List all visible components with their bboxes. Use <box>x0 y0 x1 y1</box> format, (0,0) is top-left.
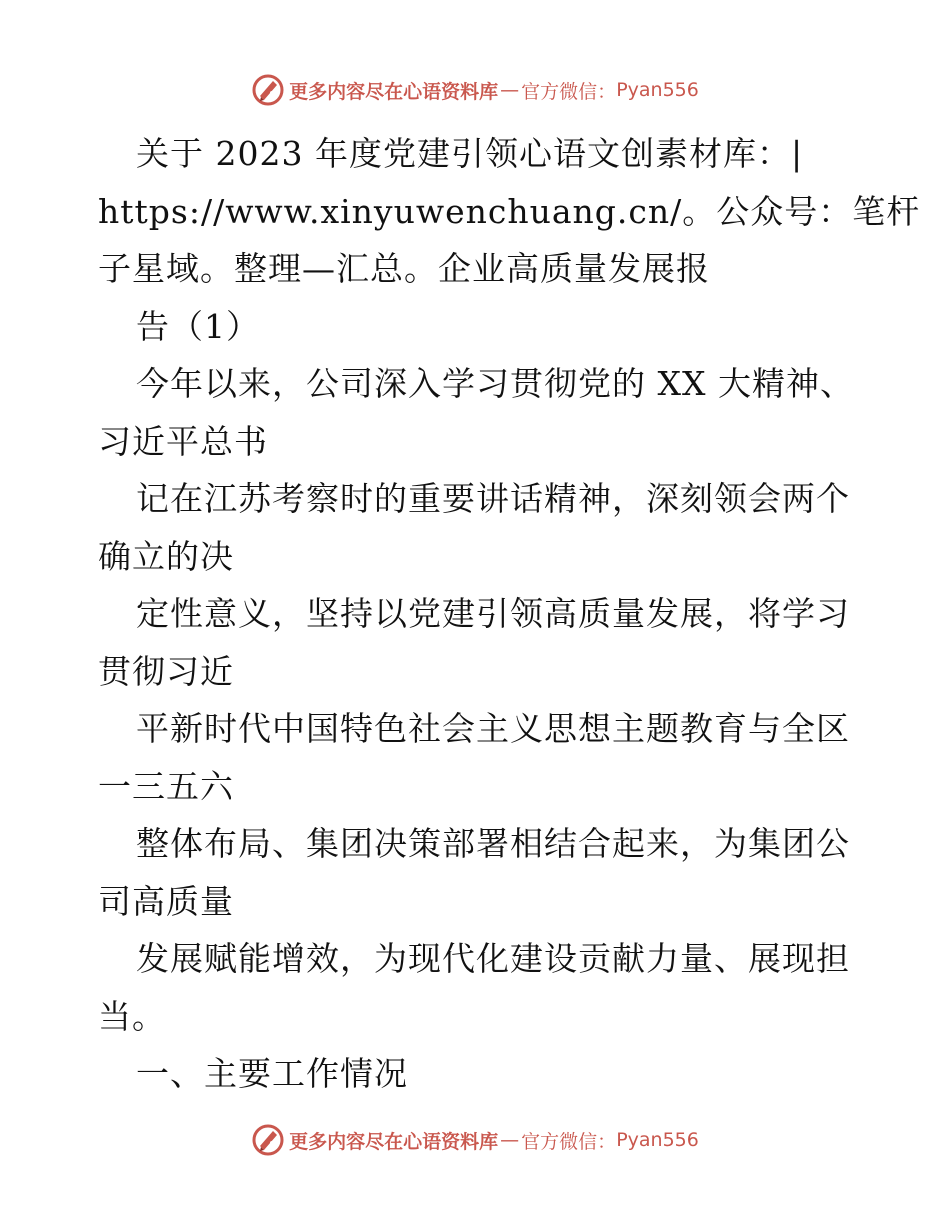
watermark-wechat-id: Pyan556 <box>616 79 699 101</box>
body-line: https://www.xinyuwenchuang.cn/。公众号：笔杆 <box>98 191 921 231</box>
watermark-wechat-id: Pyan556 <box>616 1129 699 1151</box>
watermark-text: 更多内容尽在心语资料库 <box>289 80 499 103</box>
body-line: 关于 2023 年度党建引领心语文创素材库：| <box>136 134 804 173</box>
body-line: 确立的决 <box>98 536 234 576</box>
body-line: 记在江苏考察时的重要讲话精神，深刻领会两个 <box>136 479 850 518</box>
body-line: 告（1） <box>136 306 260 346</box>
body-line: 一三五六 <box>98 766 234 806</box>
body-line: 平新时代中国特色社会主义思想主题教育与全区 <box>136 709 850 748</box>
document-body <box>98 125 921 1103</box>
header-watermark <box>0 70 950 110</box>
watermark-dash: — <box>500 1129 520 1151</box>
watermark-text: 更多内容尽在心语资料库 <box>289 1130 499 1153</box>
watermark-wechat-label: 官方微信： <box>521 1130 617 1153</box>
footer-watermark <box>0 1120 950 1160</box>
body-line: 习近平总书 <box>98 421 268 461</box>
body-line: 贯彻习近 <box>98 651 234 691</box>
body-line: 整体布局、集团决策部署相结合起来，为集团公 <box>136 824 850 863</box>
body-line: 定性意义，坚持以党建引领高质量发展，将学习 <box>136 594 850 633</box>
section-heading: 一、主要工作情况 <box>136 1054 408 1093</box>
watermark-logo-icon <box>251 1123 285 1157</box>
body-line: 子星域。整理—汇总。企业高质量发展报 <box>98 249 710 288</box>
body-line: 司高质量 <box>98 881 234 921</box>
body-line: 当。 <box>98 996 166 1036</box>
watermark-dash: — <box>500 79 520 101</box>
body-line: 发展赋能增效，为现代化建设贡献力量、展现担 <box>136 939 850 978</box>
watermark-logo-icon <box>251 73 285 107</box>
watermark-wechat-label: 官方微信： <box>521 80 617 103</box>
body-line: 今年以来，公司深入学习贯彻党的 XX 大精神、 <box>136 364 854 403</box>
